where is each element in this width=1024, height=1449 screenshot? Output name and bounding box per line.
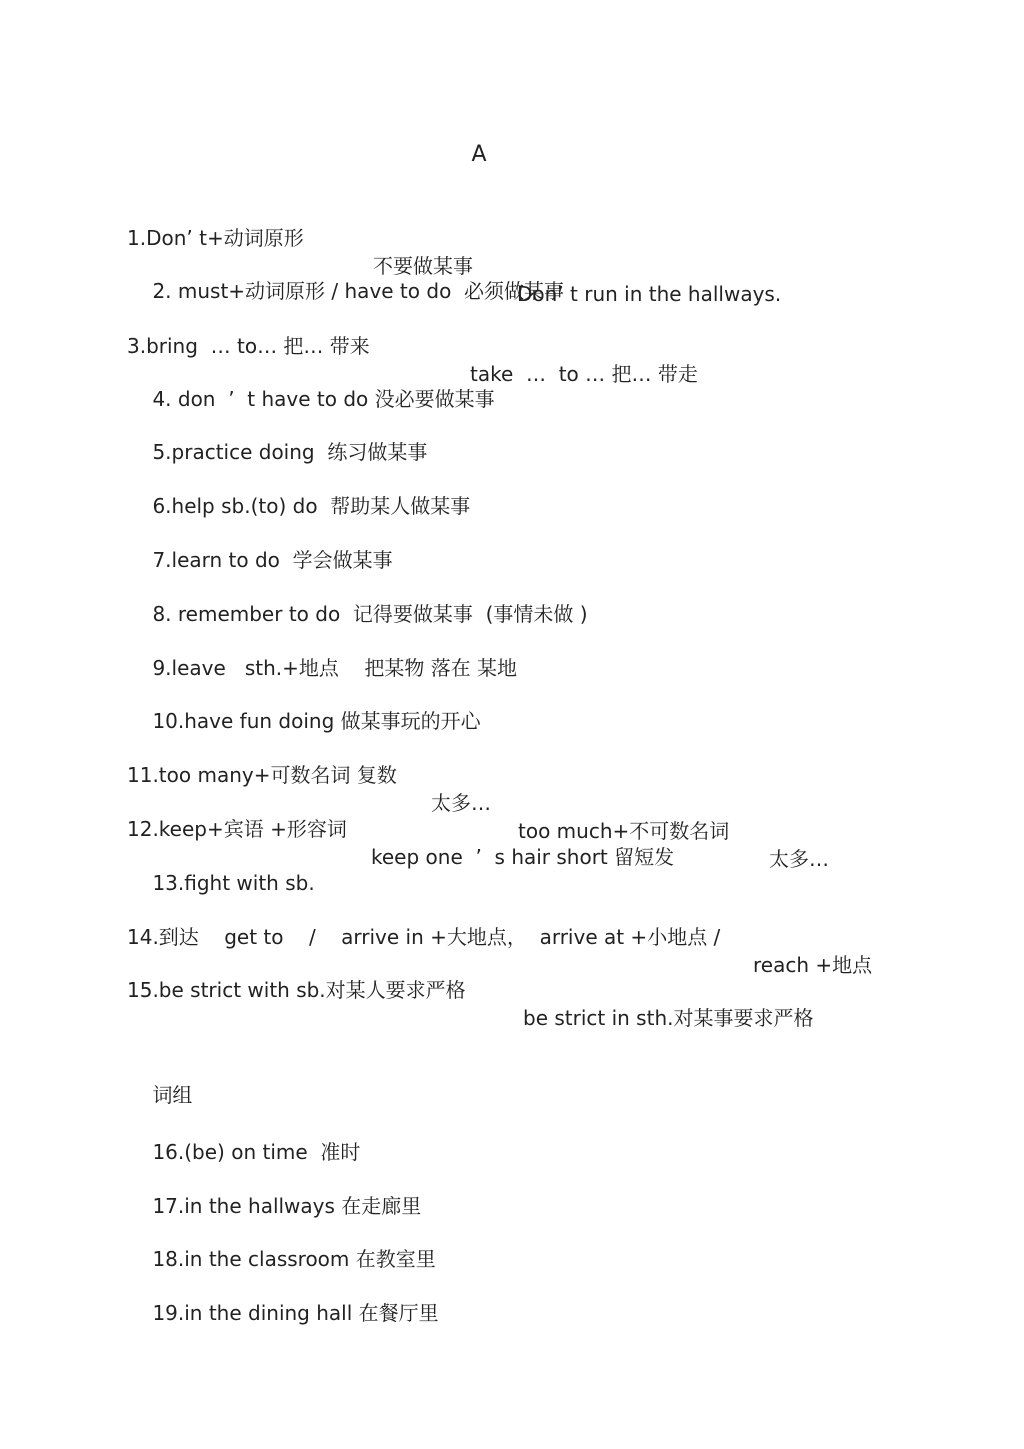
list-item xyxy=(127,626,984,680)
item-text: 19.in the dining hall 在餐厅里 xyxy=(152,1301,439,1325)
list-item xyxy=(127,679,984,733)
item-text: 14.到达 get to / arrive in +大地点， arrive at +小地点 / xyxy=(127,925,721,949)
section-heading-text: 词组 xyxy=(152,1083,193,1107)
item-text: be strict in sth.对某事要求严格 xyxy=(523,1006,814,1030)
list-item xyxy=(127,841,984,895)
item-text: 18.in the classroom 在教室里 xyxy=(152,1247,436,1271)
list-item xyxy=(127,410,984,464)
list-item xyxy=(127,1110,984,1164)
list-item xyxy=(127,518,984,572)
item-text: 9.leave sth.+地点 把某物 落在 某地 xyxy=(152,656,518,680)
list-item xyxy=(127,1217,984,1271)
item-text: 5.practice doing 练习做某事 xyxy=(152,440,428,464)
item-text: 2. must+动词原形 / have to do 必须做某事 xyxy=(152,279,565,303)
item-text: too much+不可数名词 xyxy=(518,819,730,843)
item-text: 3.bring … to… 把… 带来 xyxy=(127,334,370,358)
list-item xyxy=(127,948,984,1030)
item-text: Don’ t run in the hallways. xyxy=(517,282,782,306)
page-title: A xyxy=(471,142,487,167)
list-item xyxy=(127,1164,984,1218)
item-text: 不要做某事 xyxy=(373,254,473,278)
list-item xyxy=(127,357,984,411)
item-text: 6.help sb.(to) do 帮助某人做某事 xyxy=(152,494,471,518)
item-text: 13.fight with sb. xyxy=(152,871,315,895)
item-text: 12.keep+宾语 +形容词 xyxy=(127,817,347,841)
item-text: 10.have fun doing 做某事玩的开心 xyxy=(152,709,481,733)
item-text: 16.(be) on time 准时 xyxy=(152,1140,361,1164)
item-text: take … to … 把… 带走 xyxy=(470,362,698,386)
list-item xyxy=(127,1271,984,1325)
list-item xyxy=(127,572,984,626)
item-text: 1.Don’ t+动词原形 xyxy=(127,226,304,250)
section-heading xyxy=(127,1053,984,1107)
item-text: 太多… xyxy=(769,847,829,871)
item-text: 17.in the hallways 在走廊里 xyxy=(152,1194,422,1218)
item-text: 4. don ’ t have to do 没必要做某事 xyxy=(152,387,495,411)
item-text: 7.learn to do 学会做某事 xyxy=(152,548,393,572)
item-text: reach +地点 xyxy=(753,953,873,977)
item-text: keep one ’ s hair short 留短发 xyxy=(371,845,675,869)
list-item xyxy=(127,895,984,977)
item-text: 11.too many+可数名词 复数 xyxy=(127,763,397,787)
item-text: 15.be strict with sb.对某人要求严格 xyxy=(127,978,466,1002)
item-text: 8. remember to do 记得要做某事 (事情未做 ) xyxy=(152,602,588,626)
item-text: 太多… xyxy=(431,791,491,815)
list-item xyxy=(127,464,984,518)
list-item xyxy=(127,304,984,386)
